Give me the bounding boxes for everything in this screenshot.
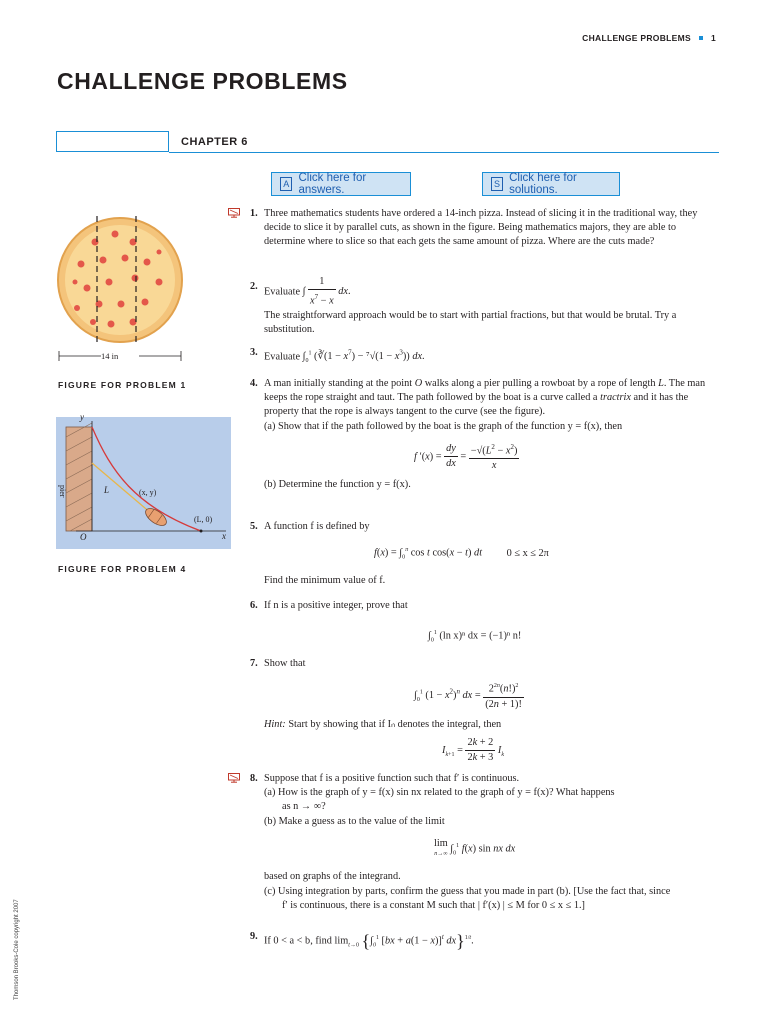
problem-text: Suppose that f is a positive function such that f′ is continuous.: [264, 773, 520, 784]
limit-formula: If 0 < a < b, find $\lim_{t\to 0} \{\int_0^1$ [bx + a(1 − x)]$^t$ dx}$^{1/t}$.: [264, 930, 474, 951]
problem-text: Find the minimum value of f.: [264, 574, 386, 586]
problem-number: 6.: [250, 600, 258, 611]
solutions-letter-icon: S: [491, 177, 503, 191]
problem-number: 5.: [250, 521, 258, 532]
integral-formula: $\int_0^1$ $(1 - x^2)^n$ dx = $\frac{2^{2n}(n!)^2}{(2n + 1)!}$: [414, 679, 719, 712]
part-c: (c) Using integration by parts, confirm the guess that you made in part (b). [Use the fact that, since: [264, 885, 671, 897]
problem-4: 4. A man initially standing at the point O walks along a pier pulling a rowboat by a rope of length L. The man keeps the rope straight and taut. The path followed by the boat is a curve called a tractrix and it has the property that the rope is always tangent to the curve (see the figure). (a) Show that if the path followed by the boat is the graph of the function y = f(x), then f ′(x) = $\frac{dy}{dx}$ = $\frac{-√(L^2 - x^2)}{x}$ (b) Determine the function y = f(x).: [250, 377, 719, 492]
solutions-link-label: Click here for solutions.: [509, 172, 577, 196]
problem-number: 2.: [250, 281, 258, 292]
limit-formula: lim n→∞ $\int_0^1$ f(x) sin nx dx: [434, 837, 516, 857]
problem-9: [250, 930, 719, 953]
range-text: 0 ≤ x ≤ 2π: [506, 547, 549, 559]
problem-text: If n is a positive integer, prove that: [264, 600, 408, 611]
problem-number: 3.: [250, 347, 258, 358]
recurrence-formula: $I_{k+1}$ = $\frac{2k + 2}{2k + 3}$ $I_k$: [442, 737, 504, 764]
formula-text: (ln x)ⁿ dx = (−1)ⁿ n!: [439, 630, 522, 642]
problem-lead: Evaluate: [264, 286, 301, 298]
problem-number: 8.: [250, 773, 258, 784]
figure4-caption: FIGURE FOR PROBLEM 4: [58, 564, 187, 574]
fig4-pier-label: pier: [58, 485, 67, 498]
pizza-figure: [55, 212, 190, 372]
problem-text: A man initially standing at the point: [264, 378, 413, 389]
problem-number: 9.: [250, 931, 258, 942]
problem-number: 4.: [250, 378, 258, 389]
running-head: [582, 33, 716, 43]
answers-link-label: Click here for answers.: [298, 172, 367, 196]
fig4-length-label: L: [104, 485, 110, 495]
problem-text: A function f is defined by: [264, 521, 370, 532]
fig4-origin-label: O: [80, 532, 87, 542]
problem-text: The man keeps the rope straight and taut. The path followed by the boat is a curve called a: [264, 378, 706, 404]
copyright-notice: Thomson Brooks-Cole copyright 2007: [14, 899, 20, 1000]
square-bullet-icon: [699, 36, 703, 40]
computer-icon: [228, 773, 240, 783]
integral-formula: $\int_0^1$ (∛(1 − $x^7) - ^7√(1 - x^3)$) dx.: [302, 349, 425, 365]
tractrix-figure: [56, 417, 231, 549]
hint-label: Hint:: [264, 719, 286, 731]
fig4-x-label: x: [222, 531, 226, 541]
problem-lead: Evaluate: [264, 351, 301, 363]
part-a: (a) Show that if the path followed by the boat is the graph of the function y = f(x), then: [264, 420, 623, 432]
part-a-continued: as n → ∞?: [282, 801, 326, 813]
problem-1: [250, 207, 719, 250]
figure1-caption: FIGURE FOR PROBLEM 1: [58, 380, 187, 390]
solutions-link-button[interactable]: [482, 172, 620, 196]
function-formula: $f(x) = \int_0^\pi$ cos t cos(x − t) dt 0 ≤ x ≤ 2π: [374, 547, 549, 561]
problem-8: [250, 772, 719, 913]
chapter-rule: [169, 152, 719, 153]
problem-7: [250, 657, 719, 766]
chapter-heading: CHAPTER 6: [181, 136, 248, 148]
problem-2: [250, 275, 719, 337]
part-c-continued: f′ is continuous, there is a constant M such that | f′(x) | ≤ M for 0 ≤ x ≤ 1.]: [282, 899, 585, 911]
derivative-formula: f ′(x) = $\frac{dy}{dx}$ = $\frac{-√(L^2 - x^2)}{x}$: [414, 440, 719, 476]
problem-text: and it has the property that the rope is always tangent to the curve (see the figure).: [264, 392, 689, 418]
problem-text: Three mathematics students have ordered a 14-inch pizza. Instead of slicing it in the traditional way, they decide to slice it by parallel cuts, as shown in the figure. Being mathematics majors, they are able to determine where to slice so that each gets the same amount of pizza. Where are the cuts made?: [264, 208, 698, 248]
problem-number: 7.: [250, 658, 258, 669]
hint-text: Start by showing that if Iₙ denotes the integral, then: [288, 719, 502, 731]
answers-link-button[interactable]: [271, 172, 411, 196]
problem-3: [250, 346, 719, 369]
integral-formula: $\int_0^1$ (ln x)ⁿ dx = (−1)ⁿ n!: [428, 630, 522, 644]
problem-text: Show that: [264, 658, 306, 669]
page-number: 1: [710, 33, 716, 43]
fig4-point-label: (x, y): [139, 488, 157, 497]
problem-text: walks along a pier pulling a rowboat by a rope of length: [424, 378, 656, 389]
problem-note: The straightforward approach would be to start with partial fractions, but that would be brutal. Try a substitution.: [264, 309, 677, 336]
computer-icon: [228, 208, 240, 218]
chapter-box: [56, 131, 169, 152]
problem-text: based on graphs of the integrand.: [264, 871, 401, 883]
problem-text: If 0 < a < b, find lim: [264, 935, 349, 947]
integral-formula: ∫ $\frac{1}{x^7 - x}$ dx.: [302, 276, 351, 307]
problem-5: [250, 520, 719, 588]
fig4-y-label: y: [80, 412, 84, 422]
part-a: (a) How is the graph of y = f(x) sin nx related to the graph of y = f(x)? What happens: [264, 787, 615, 799]
fig4-end-label: (L, 0): [194, 515, 213, 524]
answers-letter-icon: A: [280, 177, 292, 191]
pizza-dimension: 14 in: [101, 351, 119, 361]
term-tractrix: tractrix: [600, 392, 631, 404]
page-title: CHALLENGE PROBLEMS: [57, 68, 348, 94]
part-b: (b) Determine the function y = f(x).: [264, 478, 411, 490]
problem-number: 1.: [250, 208, 258, 219]
problem-6: [250, 599, 719, 648]
running-head-title: CHALLENGE PROBLEMS: [582, 33, 691, 43]
part-b: (b) Make a guess as to the value of the limit: [264, 815, 445, 827]
